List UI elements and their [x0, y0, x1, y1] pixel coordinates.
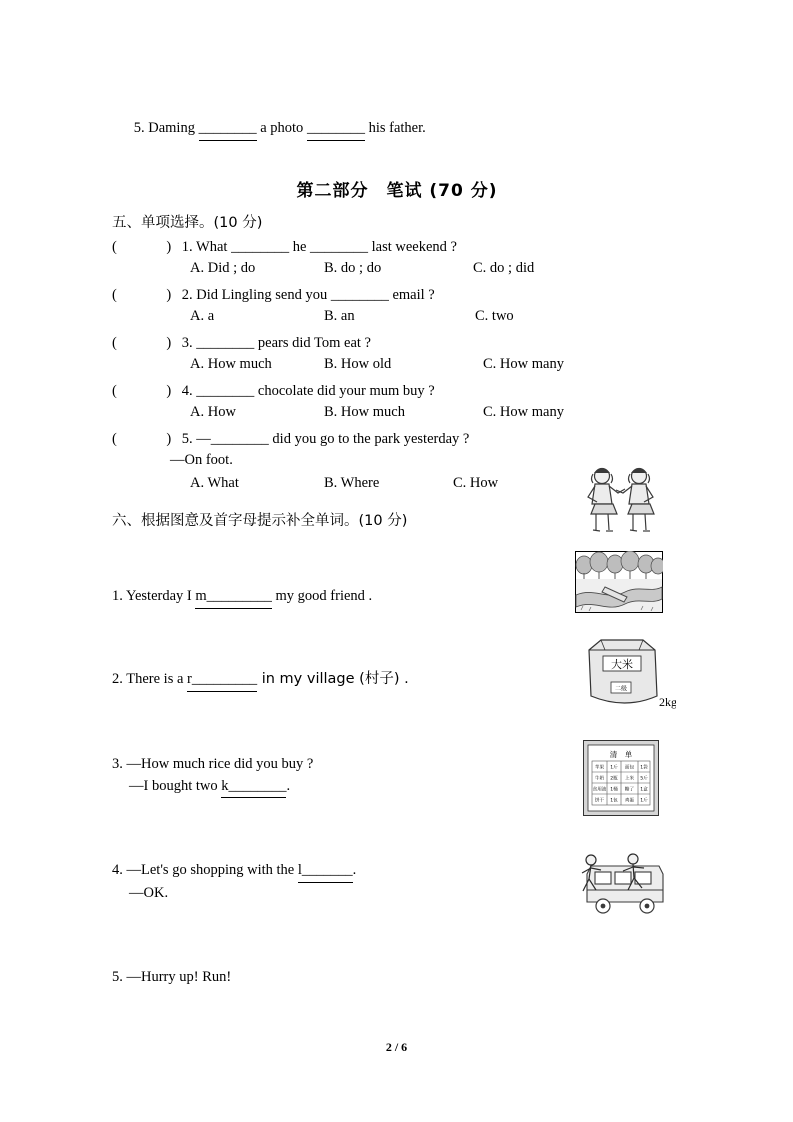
fill-3-line2-before: —I bought two [129, 777, 222, 794]
fill-4-blank[interactable]: _______ [302, 860, 353, 883]
mcq-item-1 [112, 239, 682, 256]
mcq-1-options [190, 260, 682, 280]
svg-text:2瓶: 2瓶 [610, 776, 618, 782]
svg-text:苹果: 苹果 [594, 765, 605, 771]
mcq-2-option-a[interactable]: A. a [190, 308, 215, 325]
svg-text:饼干: 饼干 [594, 798, 605, 804]
fill-3-hint: k [221, 776, 228, 799]
fill-3-blank[interactable]: ________ [228, 776, 286, 799]
answer-paren-1[interactable]: ( ) [112, 239, 179, 256]
figure-shopping-list [583, 740, 659, 821]
rice-bag-weight: 2kg [659, 695, 676, 709]
page-number: 2 / 6 [385, 1040, 408, 1054]
answer-paren-3[interactable]: ( ) [112, 335, 179, 352]
mcq-2-stem: Did Lingling send you ________ email ? [196, 287, 435, 304]
mcq-4-options [190, 404, 682, 424]
fill-4-text-after: . [352, 862, 357, 879]
river-bridge-icon [575, 551, 663, 613]
answer-paren-4[interactable]: ( ) [112, 383, 179, 400]
fill-1-hint: m [195, 586, 206, 609]
fill-1-text-after: my good friend . [271, 588, 373, 605]
mcq-5-stem: —________ did you go to the park yesterday ? [196, 431, 470, 448]
mcq-3-option-b[interactable]: B. How old [324, 356, 392, 373]
mcq-4-stem: ________ chocolate did your mum buy ? [196, 383, 435, 400]
svg-text:上米: 上米 [624, 776, 635, 782]
mcq-5-option-c[interactable]: C. How [453, 475, 499, 492]
mcq-4-option-a[interactable]: A. How [190, 404, 236, 421]
figure-running-to-bus [577, 850, 673, 927]
mcq-item-2 [112, 287, 682, 304]
mcq-1-option-a[interactable]: A. Did ; do [190, 260, 256, 277]
q5-text-before: 5. Daming [133, 119, 199, 136]
fill-3-line2-after: . [286, 777, 291, 794]
mcq-4-option-b[interactable]: B. How much [324, 404, 405, 421]
mcq-5-answer-line: —On foot. [170, 452, 233, 469]
mcq-5-option-a[interactable]: A. What [190, 475, 239, 492]
fill-1-number: 1. [112, 588, 123, 605]
svg-text:1斤: 1斤 [640, 798, 648, 804]
figure-rice-bag [581, 634, 676, 717]
svg-text:5斤: 5斤 [640, 776, 648, 782]
mcq-5-option-b[interactable]: B. Where [324, 475, 380, 492]
svg-text:鸡蛋: 鸡蛋 [624, 798, 635, 804]
mcq-5-number: 5. [181, 431, 193, 448]
q5-blank-1: ________ [199, 118, 257, 141]
question-5-carryover [112, 96, 682, 162]
rice-bag-icon [581, 634, 676, 712]
mcq-3-options [190, 356, 682, 376]
mcq-4-number: 4. [181, 383, 193, 400]
fill-2-text-before: There is a [122, 671, 188, 687]
fill-1-blank[interactable]: _________ [207, 586, 272, 609]
fill-2-blank[interactable]: _________ [192, 669, 257, 692]
mcq-2-number: 2. [181, 287, 193, 304]
mcq-2-option-c[interactable]: C. two [475, 308, 514, 325]
fill-5-text-before: —Hurry up! Run! [122, 968, 232, 985]
figure-river-bridge [575, 551, 663, 618]
section-five-heading: 五、单项选择。(10 分) [112, 215, 263, 232]
fill-2-number: 2. [112, 671, 123, 687]
mcq-1-option-b[interactable]: B. do ; do [324, 260, 382, 277]
q5-blank-2: ________ [307, 118, 365, 141]
mcq-1-number: 1. [181, 239, 193, 256]
fill-2-hint: r [187, 669, 192, 692]
svg-text:1袋: 1袋 [640, 765, 648, 771]
svg-text:1桶: 1桶 [610, 787, 618, 793]
rice-bag-label-top: 大米 [611, 658, 633, 671]
mcq-2-options [190, 308, 682, 328]
mcq-item-5 [112, 431, 682, 448]
svg-text:面包: 面包 [624, 765, 635, 771]
shopping-list-title: 清 单 [609, 750, 633, 759]
svg-text:1斤: 1斤 [610, 765, 618, 771]
figure-two-girls-meeting [575, 462, 667, 545]
shopping-list-icon [583, 740, 659, 816]
fill-3-number: 3. [112, 755, 123, 772]
fill-5-number: 5. [112, 968, 123, 985]
mcq-2-option-b[interactable]: B. an [324, 308, 355, 325]
rice-bag-label-bottom: 二级 [614, 685, 628, 693]
fill-item-5 [112, 967, 682, 989]
two-girls-meeting-icon [575, 462, 667, 540]
mcq-3-option-c[interactable]: C. How many [483, 356, 564, 373]
svg-text:糖了: 糖了 [624, 787, 635, 793]
mcq-3-number: 3. [181, 335, 193, 352]
svg-text:1盒: 1盒 [640, 787, 648, 793]
mcq-4-option-c[interactable]: C. How many [483, 404, 564, 421]
mcq-1-option-c[interactable]: C. do ; did [473, 260, 535, 277]
fill-2-text-after: in my village (村子) . [257, 671, 409, 687]
answer-paren-5[interactable]: ( ) [112, 431, 179, 448]
fill-3-text-before: —How much rice did you buy ? [122, 755, 314, 772]
fill-item-4-line2: —OK. [129, 885, 169, 901]
mcq-3-stem: ________ pears did Tom eat ? [196, 335, 371, 352]
fill-4-text-before: —Let's go shopping with the [122, 862, 298, 879]
q5-text-after: his father. [364, 119, 426, 136]
fill-1-text-before: Yesterday I [122, 588, 196, 605]
svg-text:1包: 1包 [610, 798, 618, 804]
section-six-heading: 六、根据图意及首字母提示补全单词。(10 分) [112, 513, 408, 530]
fill-4-number: 4. [112, 862, 123, 879]
mcq-3-option-a[interactable]: A. How much [190, 356, 272, 373]
people-running-to-bus-icon [577, 850, 673, 922]
part-title: 第二部分 笔试 (70 分) [296, 181, 498, 202]
answer-paren-2[interactable]: ( ) [112, 287, 179, 304]
mcq-item-3 [112, 335, 682, 352]
q5-text-mid: a photo [256, 119, 307, 136]
fill-4-hint: l [298, 860, 302, 883]
mcq-item-4 [112, 383, 682, 400]
mcq-1-stem: What ________ he ________ last weekend ? [196, 239, 457, 256]
svg-text:牛奶: 牛奶 [594, 776, 605, 782]
svg-text:食用油: 食用油 [592, 787, 607, 793]
